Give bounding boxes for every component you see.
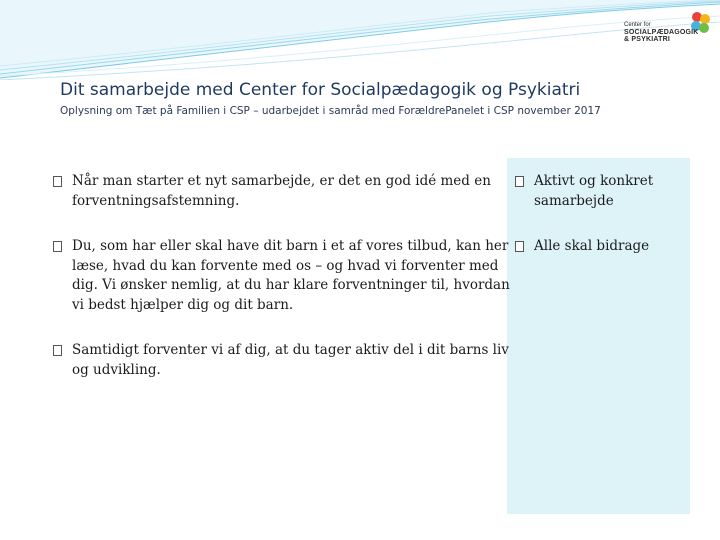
page-title: Dit samarbejde med Center for Socialpædagogik og Psykiatri bbox=[60, 80, 581, 100]
left-bullet-1 bbox=[50, 172, 512, 211]
left-bullet-3 bbox=[50, 341, 512, 380]
bullet-box-icon bbox=[53, 345, 62, 356]
bullet-box-icon bbox=[515, 241, 524, 252]
left-bullet-1-text: Når man starter et nyt samarbejde, er det en god idé med en forventningsafstemning. bbox=[72, 173, 491, 209]
logo-line-2: SOCIALPÆDAGOGIK bbox=[624, 29, 699, 36]
right-bullet-1-text: Aktivt og konkret samarbejde bbox=[534, 173, 654, 209]
left-bullet-3-text: Samtidigt forventer vi af dig, at du tager aktiv del i dit barns liv og udvikling. bbox=[72, 342, 509, 378]
right-bullet-2 bbox=[512, 237, 704, 257]
left-bullet-2-text: Du, som har eller skal have dit barn i et af vores tilbud, kan her læse, hvad du kan forvente med os – og hvad vi forventer med dig. Vi ønsker nemlig, at du har klare forventninger til, hvordan vi bedst hjælper dig og dit barn. bbox=[72, 238, 510, 313]
bullet-box-icon bbox=[515, 176, 524, 187]
right-bullet-1 bbox=[512, 172, 704, 211]
bullet-box-icon bbox=[53, 176, 62, 187]
right-content-panel bbox=[507, 158, 690, 514]
bullet-box-icon bbox=[53, 241, 62, 252]
logo-line-1: Center for bbox=[624, 22, 651, 28]
page-subtitle: Oplysning om Tæt på Familien i CSP – udarbejdet i samråd med ForældrePanelet i CSP november 2017 bbox=[60, 105, 601, 117]
logo-line-3: & PSYKIATRI bbox=[624, 36, 671, 43]
header-wave-decoration bbox=[0, 0, 720, 80]
left-bullet-2 bbox=[50, 237, 518, 315]
right-bullet-2-text: Alle skal bidrage bbox=[534, 238, 650, 254]
left-content-panel bbox=[48, 158, 502, 514]
logo-text bbox=[624, 22, 699, 43]
csp-logo bbox=[620, 8, 716, 48]
